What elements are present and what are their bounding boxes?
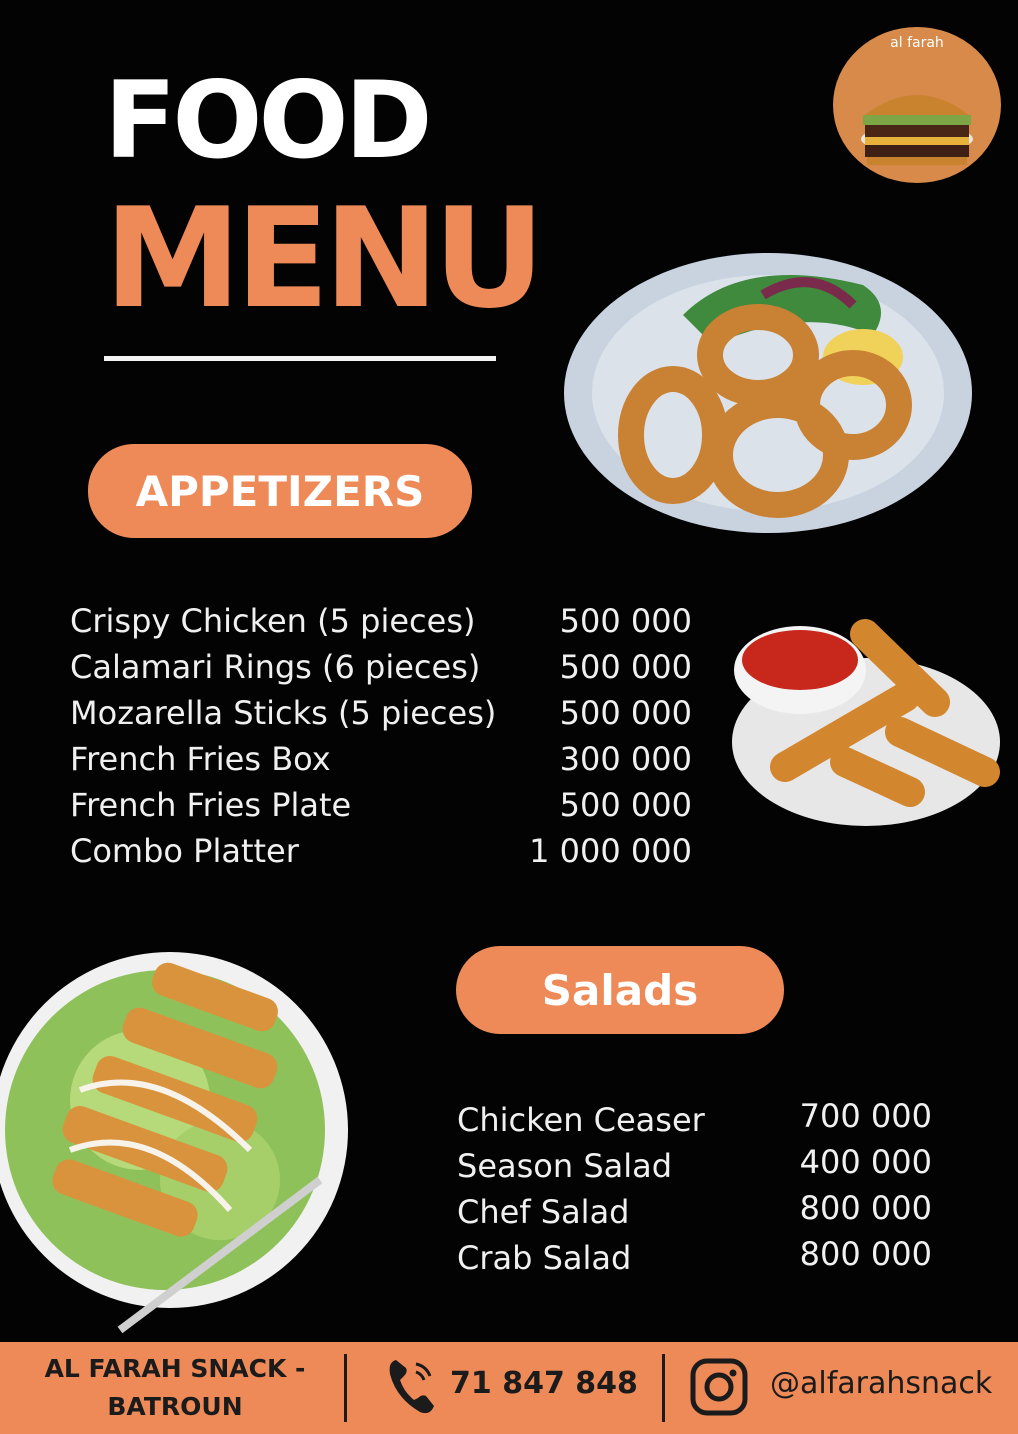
salad-bowl-image — [0, 920, 350, 1340]
logo-text: al farah — [890, 35, 944, 51]
salads-names — [457, 1097, 705, 1281]
footer-name-line2: BATROUN — [107, 1392, 243, 1421]
title-underline — [104, 356, 496, 361]
footer-divider — [662, 1354, 665, 1422]
appetizers-prices — [480, 598, 692, 874]
appetizer-name: Combo Platter — [70, 832, 299, 870]
title-menu: MENU — [104, 178, 540, 339]
appetizer-price: 300 000 — [559, 740, 692, 778]
salad-name: Chef Salad — [457, 1193, 630, 1231]
phone-icon — [386, 1356, 436, 1416]
brand-logo — [833, 27, 1001, 183]
salad-price: 800 000 — [799, 1189, 932, 1227]
footer-instagram-handle[interactable]: @alfarahsnack — [770, 1366, 993, 1401]
footer-business-name — [30, 1350, 320, 1426]
instagram-icon — [690, 1358, 748, 1416]
appetizer-price: 500 000 — [559, 602, 692, 640]
appetizer-name: French Fries Box — [70, 740, 331, 778]
appetizer-price: 500 000 — [559, 786, 692, 824]
salad-price: 700 000 — [799, 1097, 932, 1135]
salad-name: Crab Salad — [457, 1239, 632, 1277]
appetizers-names — [70, 598, 496, 874]
appetizer-name: Mozarella Sticks (5 pieces) — [70, 694, 497, 732]
appetizer-name: French Fries Plate — [70, 786, 352, 824]
appetizers-heading: APPETIZERS — [88, 444, 472, 538]
salads-prices — [740, 1093, 932, 1277]
salad-name: Season Salad — [457, 1147, 673, 1185]
calamari-plate-image — [563, 245, 973, 540]
appetizer-name: Calamari Rings (6 pieces) — [70, 648, 481, 686]
title-food: FOOD — [104, 59, 429, 182]
footer-phone[interactable]: 71 847 848 — [450, 1366, 638, 1401]
salad-name: Chicken Ceaser — [457, 1101, 705, 1139]
salad-price: 800 000 — [799, 1235, 932, 1273]
salads-heading: Salads — [456, 946, 784, 1034]
appetizer-price: 1 000 000 — [529, 832, 692, 870]
appetizer-price: 500 000 — [559, 648, 692, 686]
footer-divider — [344, 1354, 347, 1422]
appetizer-price: 500 000 — [559, 694, 692, 732]
salad-price: 400 000 — [799, 1143, 932, 1181]
mozzarella-sticks-image — [730, 612, 1002, 832]
appetizer-name: Crispy Chicken (5 pieces) — [70, 602, 476, 640]
footer-name-line1: AL FARAH SNACK - — [44, 1354, 306, 1383]
